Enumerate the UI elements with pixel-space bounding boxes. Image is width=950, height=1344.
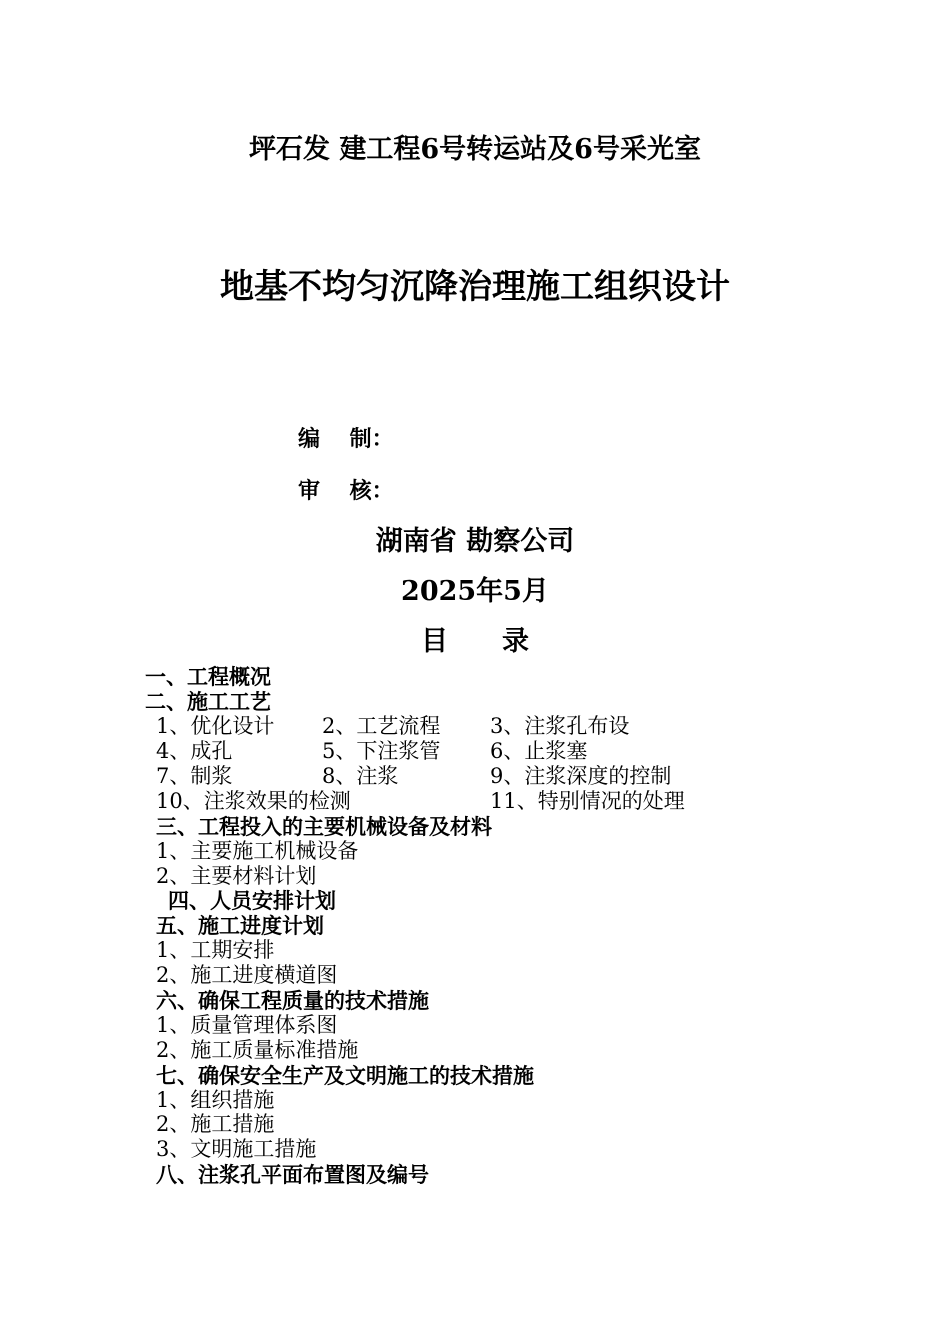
toc-section-8: 八、注浆孔平面布置图及编号 <box>156 1162 429 1187</box>
toc-item: 3、注浆孔布设 <box>490 714 630 738</box>
toc-section-6: 六、确保工程质量的技术措施 <box>156 988 429 1013</box>
toc-item: 1、优化设计 <box>156 714 275 738</box>
toc-item: 11、特别情况的处理 <box>490 789 685 813</box>
toc-item: 4、成孔 <box>156 739 233 763</box>
toc-item: 7、制浆 <box>156 764 233 788</box>
toc-section-4: 四、人员安排计划 <box>168 888 336 913</box>
toc-section-5: 五、施工进度计划 <box>156 913 324 938</box>
toc-section-3: 三、工程投入的主要机械设备及材料 <box>156 814 492 839</box>
toc-item: 10、注浆效果的检测 <box>156 789 351 813</box>
toc-item: 1、质量管理体系图 <box>156 1013 338 1037</box>
toc-section-1: 一、工程概况 <box>145 664 271 689</box>
toc-item: 5、下注浆管 <box>322 739 441 763</box>
toc-section-2: 二、施工工艺 <box>145 689 271 714</box>
toc-item: 2、主要材料计划 <box>156 864 317 888</box>
reviewer-label: 审 核： <box>298 478 394 504</box>
compiler-label: 编 制： <box>298 426 394 452</box>
toc-item: 6、止浆塞 <box>490 739 588 763</box>
toc-item: 2、施工进度横道图 <box>156 963 338 987</box>
toc-item: 2、施工质量标准措施 <box>156 1038 359 1062</box>
toc-item: 1、组织措施 <box>156 1088 275 1112</box>
toc-item: 8、注浆 <box>322 764 399 788</box>
toc-item: 1、工期安排 <box>156 938 275 962</box>
toc-item: 1、主要施工机械设备 <box>156 839 359 863</box>
toc-item: 9、注浆深度的控制 <box>490 764 672 788</box>
document-subtitle: 坪石发 建工程6号转运站及6号采光室 <box>249 134 701 165</box>
toc-section-7: 七、确保安全生产及文明施工的技术措施 <box>156 1063 534 1088</box>
document-title: 地基不均匀沉降治理施工组织设计 <box>220 267 730 307</box>
toc-item: 2、工艺流程 <box>322 714 441 738</box>
document-date: 2025年5月 <box>401 576 549 607</box>
toc-item: 2、施工措施 <box>156 1112 275 1136</box>
toc-item: 3、文明施工措施 <box>156 1137 317 1161</box>
company-name: 湖南省 勘察公司 <box>375 526 575 557</box>
toc-title: 目 录 <box>421 626 529 657</box>
